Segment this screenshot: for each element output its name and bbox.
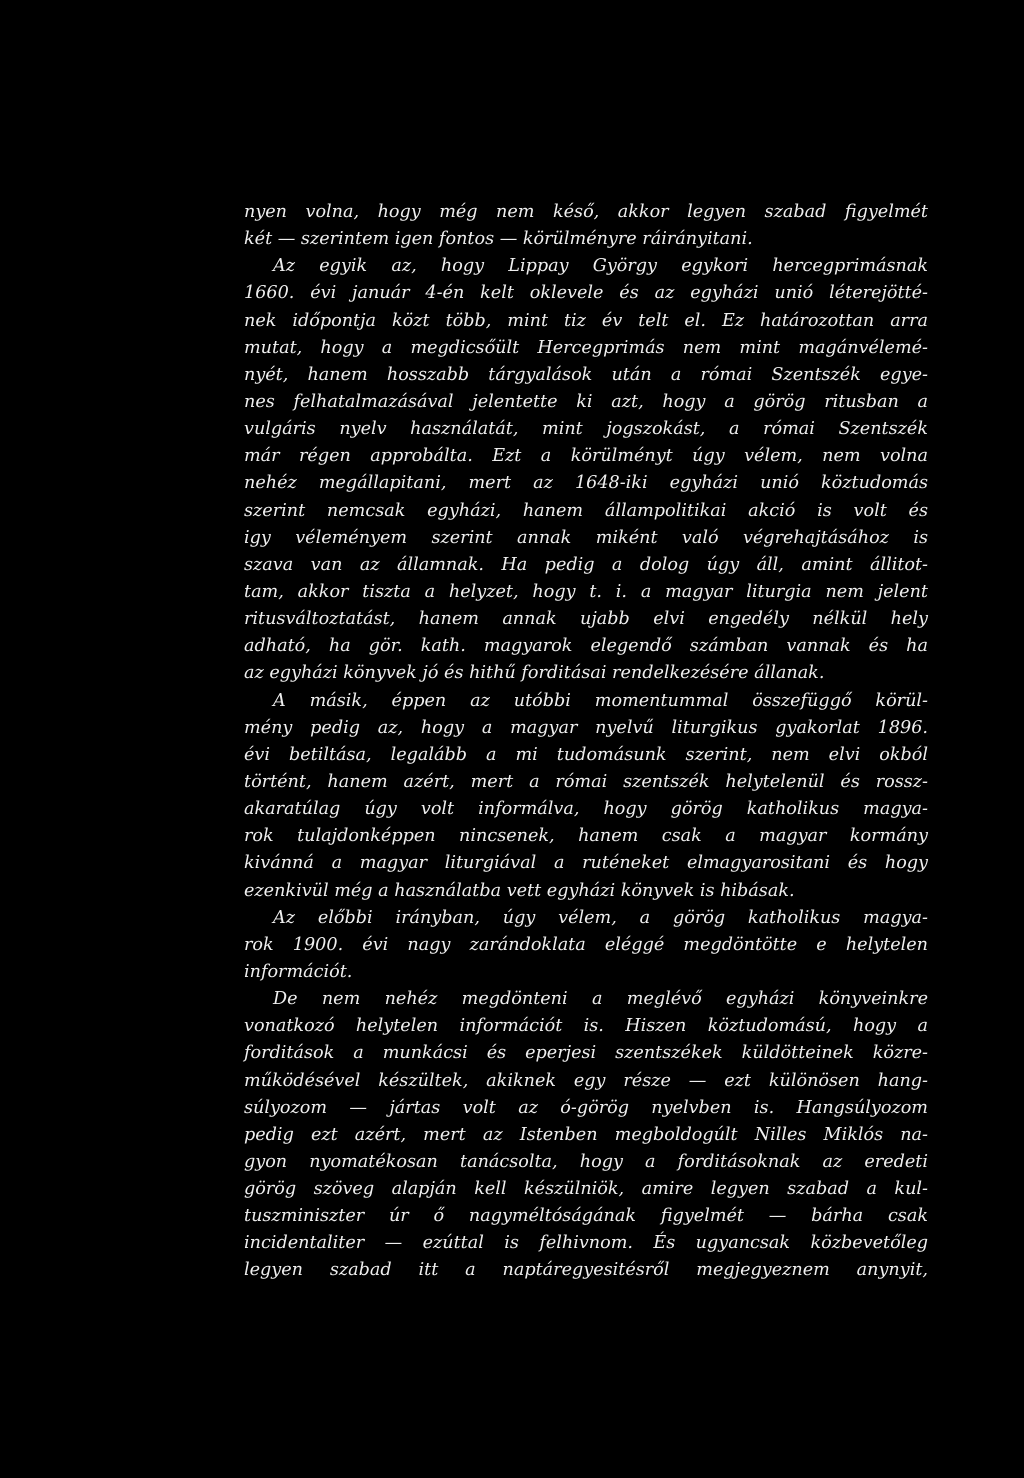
document-body [244, 199, 928, 1285]
text-line: nehéz megállapitani, mert az 1648-iki egyházi unió köztudomás [244, 473, 928, 494]
text-line: szerint nemcsak egyházi, hanem állampolitikai akció is volt és [244, 500, 928, 521]
text-line: nyen volna, hogy még nem késő, akkor legyen szabad figyelmét [244, 202, 928, 222]
text-line: ritusváltoztatást, hanem annak ujabb elvi engedély nélkül hely [244, 609, 928, 630]
text-line: igy véleményem szerint annak miként való végrehajtásához is [244, 527, 928, 548]
text-line: forditások a munkácsi és eperjesi szentszékek küldötteinek közre- [244, 1043, 928, 1064]
text-line: történt, hanem azért, mert a római szentszék helytelenül és rossz- [244, 771, 928, 792]
text-line: görög szöveg alapján kell készülniök, amire legyen szabad a kul- [244, 1179, 928, 1200]
text-line: súlyozom — jártas volt az ó-görög nyelvben is. Hangsúlyozom [244, 1097, 928, 1118]
text-line: tuszminiszter úr ő nagyméltóságának figyelmét — bárha csak [244, 1206, 928, 1227]
text-line: nek időpontja közt több, mint tiz év telt el. Ez határozottan arra [244, 310, 928, 331]
text-line: incidentaliter — ezúttal is felhivnom. És ugyancsak közbevetőleg [244, 1233, 928, 1254]
text-line: mutat, hogy a megdicsőült Hercegprimás nem mint magánvélemé- [244, 337, 928, 358]
text-line: vonatkozó helytelen információt is. Hiszen köztudomású, hogy a [244, 1016, 928, 1037]
text-line: gyon nyomatékosan tanácsolta, hogy a forditásoknak az eredeti [244, 1151, 928, 1172]
text-line: két — szerintem igen fontos — körülményre ráirányitani. [244, 229, 753, 250]
text-line: tam, akkor tiszta a helyzet, hogy t. i. a magyar liturgia nem jelent [244, 581, 928, 602]
text-line: mény pedig az, hogy a magyar nyelvű liturgikus gyakorlat 1896. [244, 717, 928, 738]
text-line: Az előbbi irányban, úgy vélem, a görög katholikus magya- [273, 907, 928, 928]
text-line: nyét, hanem hosszabb tárgyalások után a római Szentszék egye- [244, 364, 928, 385]
text-line: kivánná a magyar liturgiával a ruténeket elmagyarositani és hogy [244, 853, 928, 874]
text-line: vulgáris nyelv használatát, mint jogszokást, a római Szentszék [244, 419, 928, 440]
text-line: adható, ha gör. kath. magyarok elegendő számban vannak és ha [244, 636, 928, 657]
text-line: az egyházi könyvek jó és hithű forditásai rendelkezésére állanak. [244, 663, 825, 684]
text-line: A másik, éppen az utóbbi momentummal összefüggő körül- [273, 690, 928, 711]
text-line: évi betiltása, legalább a mi tudomásunk szerint, nem elvi okból [244, 744, 928, 765]
text-line: rok 1900. évi nagy zarándoklata eléggé megdöntötte e helytelen [244, 934, 928, 955]
text-line: akaratúlag úgy volt informálva, hogy görög katholikus magya- [244, 799, 928, 820]
text-line: információt. [244, 961, 353, 982]
text-line: már régen approbálta. Ezt a körülményt úgy vélem, nem volna [244, 446, 928, 467]
text-line: De nem nehéz megdönteni a meglévő egyházi könyveinkre [273, 989, 928, 1010]
text-line: 1660. évi január 4-én kelt oklevele és az egyházi unió léterejötté- [244, 283, 928, 304]
text-line: Az egyik az, hogy Lippay György egykori hercegprimásnak [273, 256, 928, 277]
text-line: szava van az államnak. Ha pedig a dolog úgy áll, amint állitot- [244, 554, 928, 575]
text-line: rok tulajdonképpen nincsenek, hanem csak a magyar kormány [244, 826, 928, 847]
text-line: pedig ezt azért, mert az Istenben megboldogúlt Nilles Miklós na- [244, 1124, 928, 1145]
text-line: ezenkivül még a használatba vett egyházi könyvek is hibásak. [244, 880, 795, 901]
text-line: nes felhatalmazásával jelentette ki azt, hogy a görög ritusban a [244, 391, 928, 412]
text-line: legyen szabad itt a naptáregyesitésről megjegyeznem anynyit, [244, 1260, 928, 1281]
text-line: működésével készültek, akiknek egy része — ezt különösen hang- [244, 1070, 928, 1091]
